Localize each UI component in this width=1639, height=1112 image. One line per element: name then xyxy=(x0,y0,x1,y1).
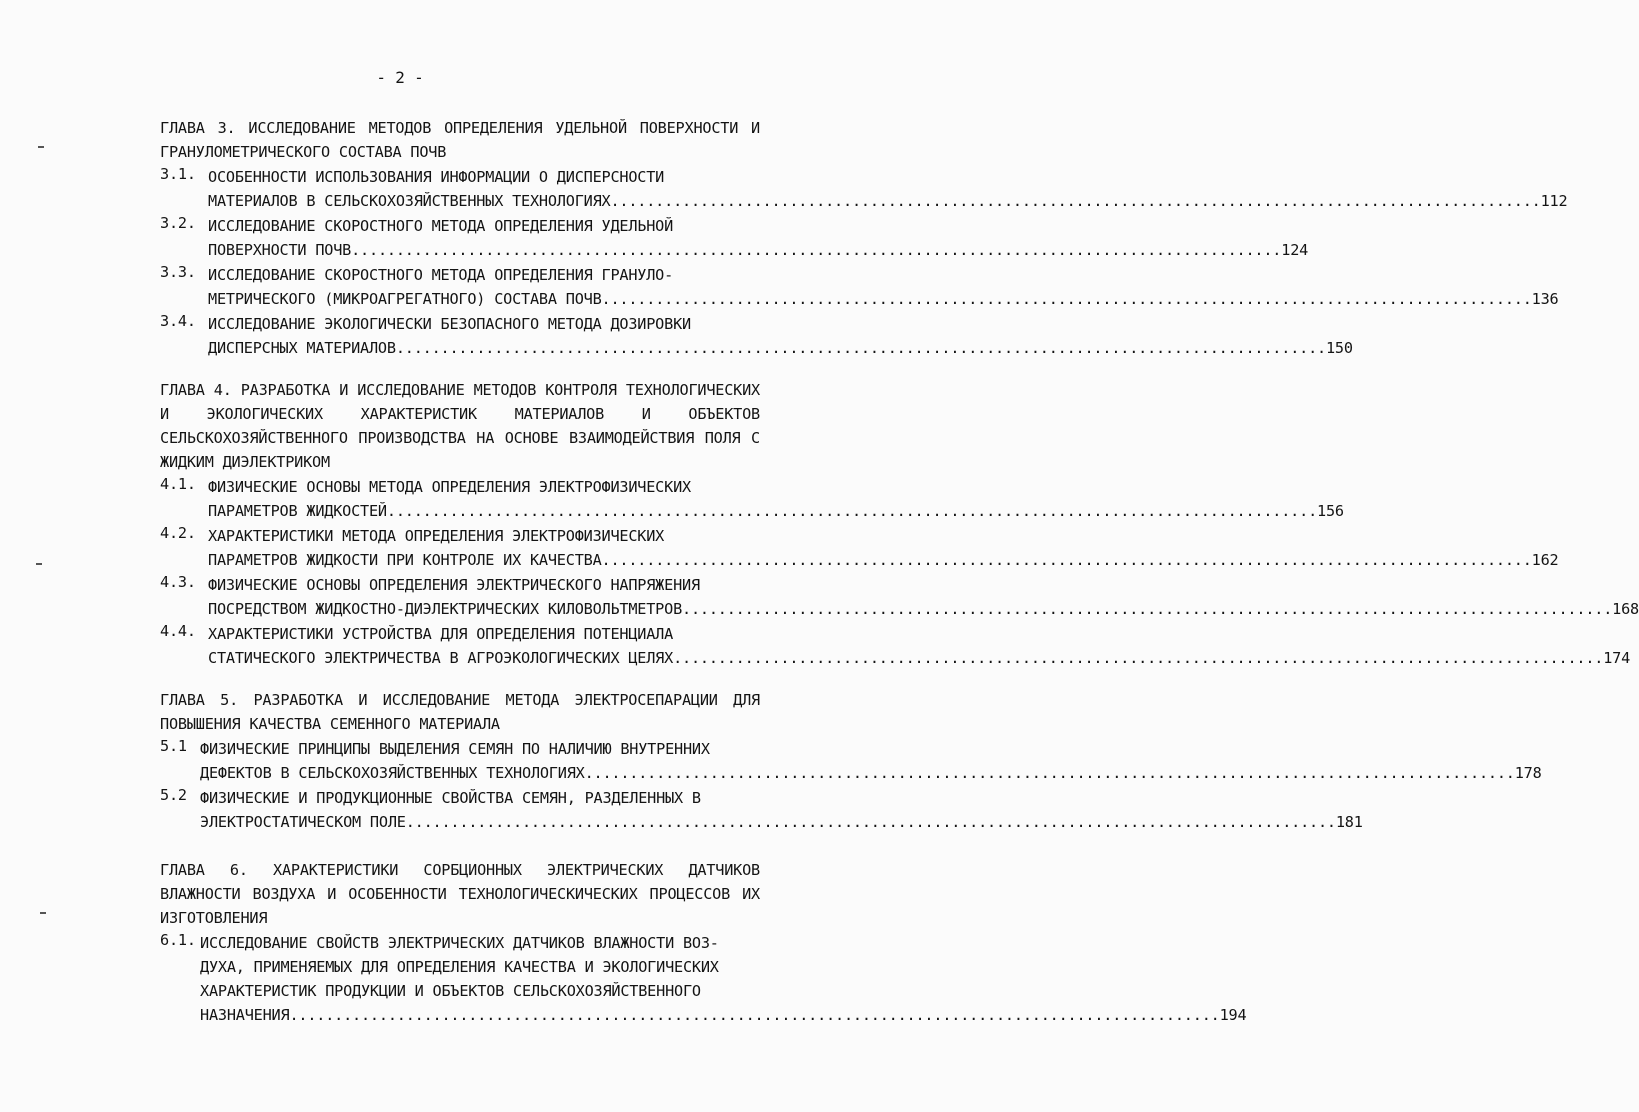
section-number: 4.3. xyxy=(160,573,196,591)
section-number: 6.1. xyxy=(160,931,196,949)
section-number: 4.1. xyxy=(160,475,196,493)
chapter-title: ГЛАВА 4. РАЗРАБОТКА И ИССЛЕДОВАНИЕ МЕТОДОВ КОНТРОЛЯ ТЕХНОЛОГИЧЕСКИХ И ЭКОЛОГИЧЕСКИХ ХАРАКТЕРИСТИК МАТЕРИАЛОВ И ОБЪЕКТОВ СЕЛЬСКОХОЗЯЙСТВЕННОГО ПРОИЗВОДСТВА НА ОСНОВЕ ВЗАИМОДЕЙСТВИЯ ПОЛЯ С ЖИДКИМ ДИЭЛЕКТРИКОМ xyxy=(160,381,760,471)
entry-text: ФИЗИЧЕСКИЕ ОСНОВЫ МЕТОДА ОПРЕДЕЛЕНИЯ ЭЛЕКТРОФИЗИЧЕСКИХ xyxy=(208,478,691,496)
chapter-5 xyxy=(160,688,1542,834)
toc-entry-3-3 xyxy=(160,263,1559,311)
toc-entry-6-1 xyxy=(160,931,1247,1027)
entry-text: ПОСРЕДСТВОМ ЖИДКОСТНО-ДИЭЛЕКТРИЧЕСКИХ КИЛОВОЛЬТМЕТРОВ xyxy=(208,600,683,618)
page-ref: 168 xyxy=(1612,600,1639,618)
dot-leader xyxy=(351,238,1281,262)
entry-text: ИССЛЕДОВАНИЕ СВОЙСТВ ЭЛЕКТРИЧЕСКИХ ДАТЧИКОВ ВЛАЖНОСТИ ВОЗ- xyxy=(200,934,719,952)
dot-leader xyxy=(602,287,1532,311)
page-ref: 181 xyxy=(1335,813,1363,831)
dot-leader xyxy=(682,597,1612,621)
section-number: 3.3. xyxy=(160,263,196,281)
entry-text: ОСОБЕННОСТИ ИСПОЛЬЗОВАНИЯ ИНФОРМАЦИИ О ДИСПЕРСНОСТИ xyxy=(208,168,665,186)
toc-entry-4-2 xyxy=(160,524,1559,572)
entry-text: ДЕФЕКТОВ В СЕЛЬСКОХОЗЯЙСТВЕННЫХ ТЕХНОЛОГИЯХ xyxy=(200,764,585,782)
entry-text: ФИЗИЧЕСКИЕ И ПРОДУКЦИОННЫЕ СВОЙСТВА СЕМЯН, РАЗДЕЛЕННЫХ В xyxy=(200,789,701,807)
section-number: 5.2 xyxy=(160,786,187,804)
entry-text: ИССЛЕДОВАНИЕ ЭКОЛОГИЧЕСКИ БЕЗОПАСНОГО МЕТОДА ДОЗИРОВКИ xyxy=(208,315,691,333)
entry-text: МАТЕРИАЛОВ В СЕЛЬСКОХОЗЯЙСТВЕННЫХ ТЕХНОЛОГИЯХ xyxy=(208,192,611,210)
entry-text: НАЗНАЧЕНИЯ xyxy=(200,1006,290,1024)
entry-text: ХАРАКТЕРИСТИКИ УСТРОЙСТВА ДЛЯ ОПРЕДЕЛЕНИЯ ПОТЕНЦИАЛА xyxy=(208,625,674,643)
dot-leader xyxy=(396,336,1326,360)
entry-text: ФИЗИЧЕСКИЕ ПРИНЦИПЫ ВЫДЕЛЕНИЯ СЕМЯН ПО НАЛИЧИЮ ВНУТРЕННИХ xyxy=(200,740,710,758)
section-number: 3.2. xyxy=(160,214,196,232)
page-ref: 156 xyxy=(1317,502,1344,520)
page-ref: 162 xyxy=(1531,551,1559,569)
dot-leader xyxy=(602,548,1532,572)
dot-leader xyxy=(673,646,1603,670)
toc-entry-5-1 xyxy=(160,737,1542,785)
section-number: 3.4. xyxy=(160,312,196,330)
entry-text: ПОВЕРХНОСТИ ПОЧВ xyxy=(208,241,352,259)
section-number: 4.4. xyxy=(160,622,196,640)
toc-entry-4-1 xyxy=(160,475,1344,523)
entry-text: ПАРАМЕТРОВ ЖИДКОСТЕЙ xyxy=(208,502,387,520)
dot-leader xyxy=(585,761,1515,785)
page-ref: 136 xyxy=(1531,290,1559,308)
page-ref: 150 xyxy=(1325,339,1353,357)
chapter-title: ГЛАВА 5. РАЗРАБОТКА И ИССЛЕДОВАНИЕ МЕТОДА ЭЛЕКТРОСЕПАРАЦИИ ДЛЯ ПОВЫШЕНИЯ КАЧЕСТВА СЕМЕННОГО МАТЕРИАЛА xyxy=(160,691,760,733)
dot-leader xyxy=(387,499,1317,523)
chapter-3 xyxy=(160,116,1568,360)
section-number: 3.1. xyxy=(160,165,196,183)
toc-entry-3-2 xyxy=(160,214,1309,262)
page-number: - 2 - xyxy=(376,68,424,87)
entry-text: МЕТРИЧЕСКОГО (МИКРОАГРЕГАТНОГО) СОСТАВА ПОЧВ xyxy=(208,290,602,308)
scan-mark xyxy=(38,146,44,148)
toc-entry-3-1 xyxy=(160,165,1568,213)
scan-mark xyxy=(40,912,46,914)
toc-entry-4-4 xyxy=(160,622,1631,670)
chapter-4 xyxy=(160,378,1639,670)
chapter-title: ГЛАВА 3. ИССЛЕДОВАНИЕ МЕТОДОВ ОПРЕДЕЛЕНИЯ УДЕЛЬНОЙ ПОВЕРХНОСТИ И ГРАНУЛОМЕТРИЧЕСКОГО СОСТАВА ПОЧВ xyxy=(160,119,760,161)
dot-leader xyxy=(289,1003,1219,1027)
entry-text: ЭЛЕКТРОСТАТИЧЕСКОМ ПОЛЕ xyxy=(200,813,406,831)
toc-entry-4-3 xyxy=(160,573,1639,621)
entry-text: ДУХА, ПРИМЕНЯЕМЫХ ДЛЯ ОПРЕДЕЛЕНИЯ КАЧЕСТВА И ЭКОЛОГИЧЕСКИХ xyxy=(200,958,719,976)
entry-text: ИССЛЕДОВАНИЕ СКОРОСТНОГО МЕТОДА ОПРЕДЕЛЕНИЯ ГРАНУЛО- xyxy=(208,266,674,284)
dot-leader xyxy=(610,189,1540,213)
chapter-title: ГЛАВА 6. ХАРАКТЕРИСТИКИ СОРБЦИОННЫХ ЭЛЕКТРИЧЕСКИХ ДАТЧИКОВ ВЛАЖНОСТИ ВОЗДУХА И ОСОБЕННОСТИ ТЕХНОЛОГИЧЕСКИЧЕСКИХ ПРОЦЕССОВ ИХ ИЗГОТОВЛЕНИЯ xyxy=(160,861,760,927)
page-ref: 178 xyxy=(1514,764,1542,782)
entry-text: ИССЛЕДОВАНИЕ СКОРОСТНОГО МЕТОДА ОПРЕДЕЛЕНИЯ УДЕЛЬНОЙ xyxy=(208,217,674,235)
scan-mark xyxy=(36,563,42,565)
page-ref: 174 xyxy=(1603,649,1631,667)
toc-entry-5-2 xyxy=(160,786,1363,834)
chapter-6 xyxy=(160,858,1247,1027)
entry-text: ХАРАКТЕРИСТИК ПРОДУКЦИИ И ОБЪЕКТОВ СЕЛЬСКОХОЗЯЙСТВЕННОГО xyxy=(200,982,701,1000)
entry-text: ХАРАКТЕРИСТИКИ МЕТОДА ОПРЕДЕЛЕНИЯ ЭЛЕКТРОФИЗИЧЕСКИХ xyxy=(208,527,665,545)
entry-text: ДИСПЕРСНЫХ МАТЕРИАЛОВ xyxy=(208,339,396,357)
entry-text: ФИЗИЧЕСКИЕ ОСНОВЫ ОПРЕДЕЛЕНИЯ ЭЛЕКТРИЧЕСКОГО НАПРЯЖЕНИЯ xyxy=(208,576,700,594)
page-ref: 124 xyxy=(1281,241,1309,259)
toc-entry-3-4 xyxy=(160,312,1353,360)
section-number: 4.2. xyxy=(160,524,196,542)
dot-leader xyxy=(406,810,1336,834)
page-ref: 112 xyxy=(1540,192,1568,210)
section-number: 5.1 xyxy=(160,737,187,755)
page-ref: 194 xyxy=(1219,1006,1247,1024)
entry-text: СТАТИЧЕСКОГО ЭЛЕКТРИЧЕСТВА В АГРОЭКОЛОГИЧЕСКИХ ЦЕЛЯХ xyxy=(208,649,674,667)
entry-text: ПАРАМЕТРОВ ЖИДКОСТИ ПРИ КОНТРОЛЕ ИХ КАЧЕСТВА xyxy=(208,551,602,569)
